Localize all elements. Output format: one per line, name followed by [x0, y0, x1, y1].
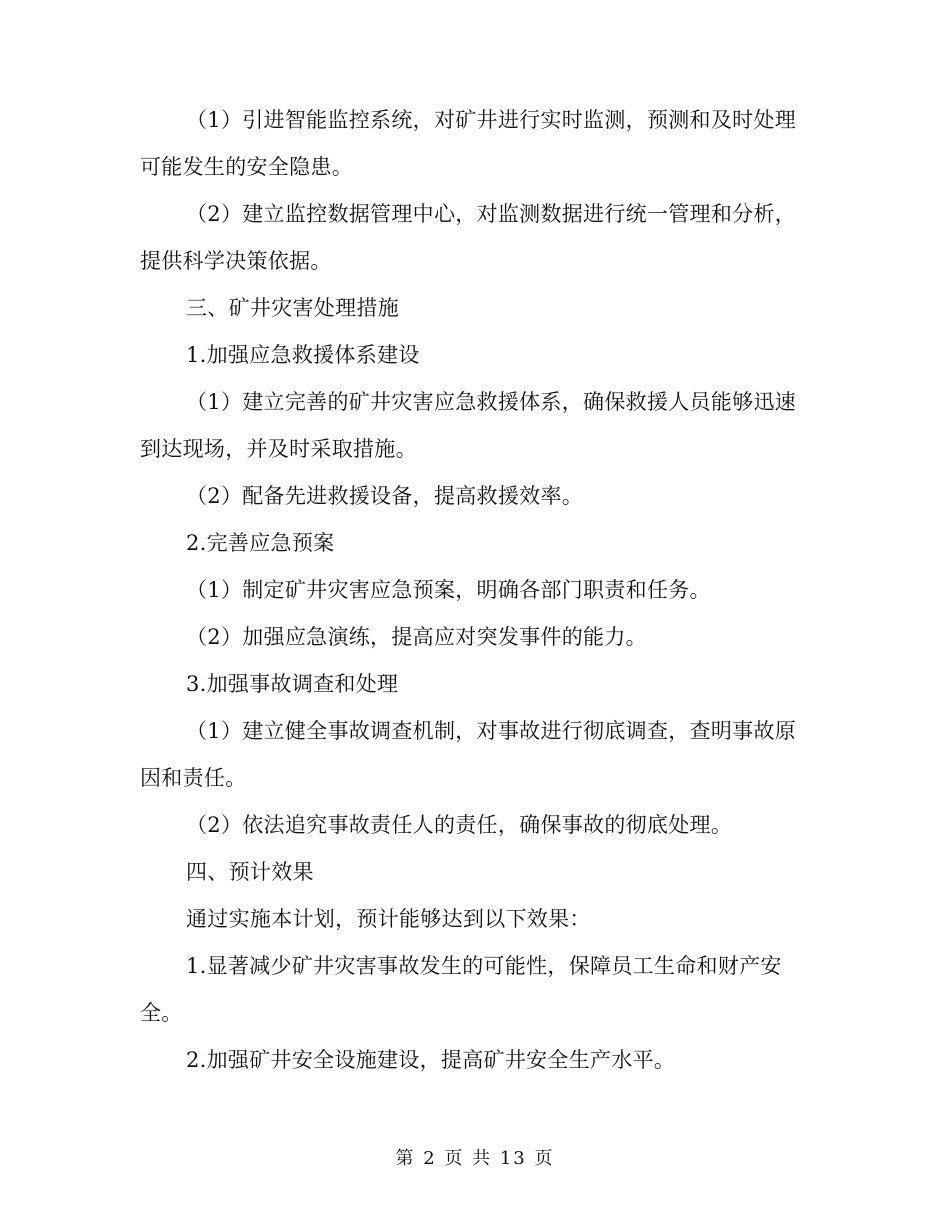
paragraph-emergency-drill: （2）加强应急演练，提高应对突发事件的能力。: [186, 625, 647, 649]
subheading-accident-investigation: 3.加强事故调查和处理: [186, 672, 399, 696]
page-number-footer: 第 2 页 共 13 页: [395, 1148, 555, 1169]
subheading-emergency-plan: 2.完善应急预案: [186, 531, 335, 555]
paragraph-investigation-mechanism: （1）建立健全事故调查机制，对事故进行彻底调查，查明事故原因和责任。: [140, 719, 797, 790]
paragraph-rescue-equipment: （2）配备先进救援设备，提高救援效率。: [186, 484, 584, 508]
paragraph-effect-2: 2.加强矿井安全设施建设，提高矿井安全生产水平。: [186, 1048, 676, 1072]
section-heading-expected-effects: 四、预计效果: [186, 860, 314, 884]
paragraph-rescue-system: （1）建立完善的矿井灾害应急救援体系，确保救援人员能够迅速到达现场，并及时采取措施。: [140, 390, 797, 461]
paragraph-data-center: （2）建立监控数据管理中心，对监测数据进行统一管理和分析，提供科学决策依据。: [140, 202, 797, 273]
paragraph-effects-intro: 通过实施本计划，预计能够达到以下效果：: [186, 907, 591, 931]
paragraph-emergency-plan: （1）制定矿井灾害应急预案，明确各部门职责和任务。: [186, 578, 711, 602]
section-heading-disaster-measures: 三、矿井灾害处理措施: [186, 296, 399, 320]
document-body: [140, 97, 812, 1084]
paragraph-accountability: （2）依法追究事故责任人的责任，确保事故的彻底处理。: [186, 813, 733, 837]
paragraph-effect-1: 1.显著减少矿井灾害事故发生的可能性，保障员工生命和财产安全。: [140, 954, 782, 1025]
paragraph-monitoring-system: （1）引进智能监控系统，对矿井进行实时监测，预测和及时处理可能发生的安全隐患。: [140, 108, 797, 179]
subheading-rescue-system: 1.加强应急救援体系建设: [186, 343, 420, 367]
